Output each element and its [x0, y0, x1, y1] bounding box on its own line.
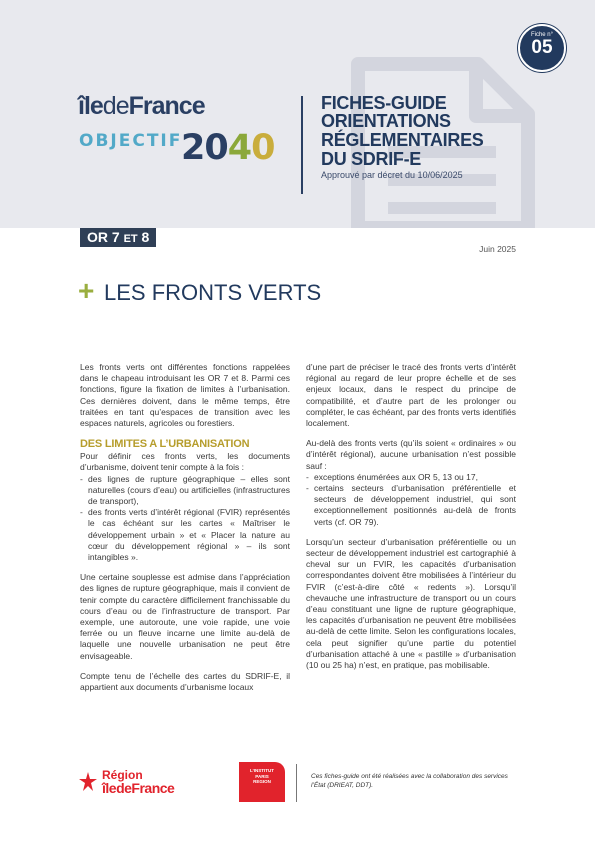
bullet-list: [306, 472, 516, 528]
paragraph: Une certaine souplesse est admise dans l’appréciation des lignes de rupture géographique, mais il convient de tenir compte du caractère difficilement franchissable du cours d’eau ou de l’infrastructure de transport. Par exemple, une autoroute, une voie rapide, une voie ferrée ou un fleuve incarne une limite au-delà de laquelle une nouvelle urbanisation ne peut être envisageable.: [80, 572, 290, 661]
footer-divider: [296, 764, 297, 802]
logo-year-2040: [181, 122, 274, 174]
plus-icon: +: [78, 275, 95, 306]
badge-label: Fiche n°: [530, 32, 554, 38]
title-line: RÉGLEMENTAIRES: [321, 130, 484, 150]
left-column: [80, 362, 290, 702]
approval-date: Approuvé par décret du 10/06/2025: [321, 170, 463, 180]
region-word: Région: [102, 768, 143, 782]
title-block: [321, 94, 551, 180]
paragraph: d’une part de préciser le tracé des fronts verts d’intérêt régional au regard de leur propre échelle et de ses enjeux locaux, dans le respect du principe de compatibilité, et d’autre part de les prolonger ou compléter, le cas échéant, par des fronts verts identifiés localement.: [306, 362, 516, 429]
logo-france: France: [128, 92, 205, 120]
institut-paris-region-logo: [239, 762, 285, 802]
publication-date: Juin 2025: [479, 244, 516, 254]
paragraph: Les fronts verts ont différentes fonctions rappelées dans le chapeau introduisant les OR 7 et 8. Parmi ces fonctions, figure la fixation de limites à l’urbanisation. Ces dernières doivent, dans le même temps, être traitées en tant qu’espaces de transition avec les espaces naturels, agricoles ou forestiers.: [80, 362, 290, 429]
fiche-number-badge: [518, 24, 566, 72]
institut-line: L’INSTITUT: [250, 768, 274, 773]
or-tag: [80, 228, 156, 247]
or-tag-main: OR 7: [87, 229, 120, 245]
badge-number: 05: [531, 37, 553, 58]
paragraph: Compte tenu de l’échelle des cartes du SDRIF-E, il appartient aux documents d’urbanisme locaux: [80, 670, 290, 693]
logo-objectif: OBJECTIF: [79, 131, 183, 151]
or-tag-end: 8: [141, 229, 150, 245]
region-star-icon: [78, 770, 98, 794]
list-item: - exceptions énumérées aux OR 5, 13 ou 17,: [306, 472, 516, 483]
or-tag-et: ET: [123, 233, 138, 245]
list-item: - des fronts verts d’intérêt régional (FVIR) représentés le cas échéant sur les cartes « Maîtriser le développement urbain » et « Placer la nature au cœur du développement régional » – ils sont intangibles ».: [80, 507, 290, 563]
region-name: îledeFrance: [102, 780, 175, 796]
paragraph: Lorsqu’un secteur d’urbanisation préférentielle ou un secteur de développement industriel est cartographié à cheval sur un FVIR, les capacités d’urbanisation correspondantes doivent être mobilisées à l’intérieur du FVIR (c’est-à-dire côté « redents »). Lorsqu’il chevauche une infrastructure de transport ou un cours d’eau constituant une ligne de rupture géographique, les capacités d’urbanisation ne peuvent être mobilisées au-delà de cette limite. Selon les configurations locales, cela peut signifier qu’une partie du potentiel d’urbanisation attaché à une « pastille » d’urbanisation (10 ou 25 ha) n’est, en pratique, pas mobilisable.: [306, 536, 516, 671]
logo-year-part: 0: [251, 128, 275, 168]
header-divider: [301, 96, 303, 194]
logo-year-part: 20: [181, 128, 228, 168]
paragraph: Au-delà des fronts verts (qu’ils soient « ordinaires » ou d’intérêt régional), aucune urbanisation n’est possible sauf :: [306, 438, 516, 471]
right-column: [306, 362, 516, 680]
logo-ile: île: [78, 92, 103, 120]
institut-line: PARIS: [255, 773, 269, 779]
section-title-text: LES FRONTS VERTS: [104, 280, 322, 305]
title-line: DU SDRIF-E: [321, 149, 421, 169]
bullet-list: [80, 474, 290, 564]
logo-de: de: [102, 92, 129, 120]
logo-year-part: 4: [227, 128, 252, 168]
list-item: - des lignes de rupture géographique – elles sont naturelles (cours d’eau) ou artificielles (infrastructures de transport),: [80, 474, 290, 508]
paragraph: Pour définir ces fronts verts, les documents d’urbanisme, doivent tenir compte à la fois :: [80, 451, 290, 473]
list-item: - certains secteurs d’urbanisation préférentielle et secteurs de développement industriel, qui sont exceptionnellement positionnés au-delà de fronts verts (cf. OR 79).: [306, 483, 516, 528]
footer-note: Ces fiches-guide ont été réalisées avec la collaboration des services l’État (DRIEAT, DDT).: [311, 773, 508, 789]
ile-de-france-logo: [78, 92, 205, 121]
institut-line: REGION: [253, 779, 271, 784]
title-fiches-guide: FICHES-GUIDE: [321, 93, 447, 113]
subheading: DES LIMITES A L’URBANISATION: [80, 438, 250, 451]
title-line: ORIENTATIONS: [321, 111, 451, 131]
